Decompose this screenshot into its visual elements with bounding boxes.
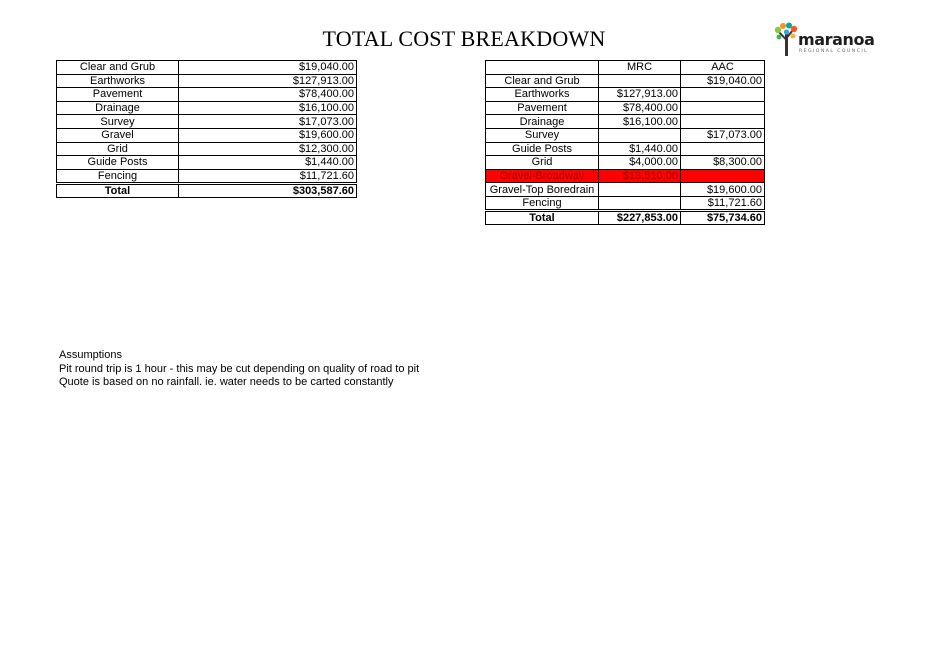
item-cell: Gravel-Top Boredrain — [486, 183, 599, 197]
mrc-cell — [599, 196, 681, 210]
mrc-cell — [599, 183, 681, 197]
assumption-line: Quote is based on no rainfall. ie. water needs to be carted constantly — [59, 376, 394, 389]
cost-cell: $16,100.00 — [179, 101, 357, 115]
aac-cell: $19,600.00 — [681, 183, 765, 197]
mrc-cell — [599, 128, 681, 142]
item-cell: Pavement — [57, 88, 179, 102]
aac-cell — [681, 169, 765, 183]
item-cell: Grid — [486, 156, 599, 170]
table-row — [57, 74, 357, 88]
total-row — [486, 210, 765, 224]
table-row — [486, 115, 765, 129]
cost-cell: $19,040.00 — [179, 61, 357, 75]
header-aac: AAC — [681, 61, 765, 75]
table-row — [486, 128, 765, 142]
total-value: $303,587.60 — [179, 183, 357, 197]
aac-cell: $8,300.00 — [681, 156, 765, 170]
table-row — [486, 88, 765, 102]
item-cell: Guide Posts — [57, 156, 179, 170]
table-row — [57, 142, 357, 156]
aac-cell — [681, 115, 765, 129]
aac-cell: $19,040.00 — [681, 74, 765, 88]
table-row — [486, 196, 765, 210]
mrc-cell: $1,440.00 — [599, 142, 681, 156]
cost-cell: $17,073.00 — [179, 115, 357, 129]
item-cell: Guide Posts — [486, 142, 599, 156]
item-cell: Gravel — [57, 128, 179, 142]
table-row — [57, 88, 357, 102]
aac-cell — [681, 142, 765, 156]
table-row — [486, 156, 765, 170]
item-cell: Earthworks — [486, 88, 599, 102]
logo-wordmark: maranoa — [798, 30, 875, 49]
cost-cell: $11,721.60 — [179, 169, 357, 183]
header-mrc: MRC — [599, 61, 681, 75]
table-row — [57, 128, 357, 142]
item-cell: Survey — [486, 128, 599, 142]
cost-cell: $12,300.00 — [179, 142, 357, 156]
item-cell: Drainage — [57, 101, 179, 115]
mrc-cell — [599, 74, 681, 88]
item-cell: Fencing — [486, 196, 599, 210]
page-title: TOTAL COST BREAKDOWN — [322, 26, 606, 51]
total-label: Total — [57, 183, 179, 197]
total-aac: $75,734.60 — [681, 210, 765, 224]
table-row — [57, 61, 357, 75]
table-row — [57, 101, 357, 115]
assumptions-block — [59, 349, 419, 390]
item-cell: Earthworks — [57, 74, 179, 88]
cost-cell: $1,440.00 — [179, 156, 357, 170]
table-row — [57, 156, 357, 170]
tree-logo-icon — [774, 22, 798, 58]
total-mrc: $227,853.00 — [599, 210, 681, 224]
aac-cell — [681, 88, 765, 102]
table-row — [57, 169, 357, 183]
item-cell: Clear and Grub — [57, 61, 179, 75]
mrc-cell: $13,510.00 — [599, 169, 681, 183]
table-row — [486, 142, 765, 156]
item-cell: Pavement — [486, 101, 599, 115]
item-cell: Gravel-Broadway — [486, 169, 599, 183]
header-row — [486, 61, 765, 75]
cost-cell: $78,400.00 — [179, 88, 357, 102]
aac-cell — [681, 101, 765, 115]
council-logo — [774, 22, 884, 58]
mrc-cell: $127,913.00 — [599, 88, 681, 102]
table-row — [486, 183, 765, 197]
mrc-cell: $78,400.00 — [599, 101, 681, 115]
logo-subtitle: REGIONAL COUNCIL — [799, 49, 869, 54]
header-cell-blank — [486, 61, 599, 75]
split-cost-table — [485, 60, 765, 225]
cost-cell: $19,600.00 — [179, 128, 357, 142]
item-cell: Drainage — [486, 115, 599, 129]
total-label: Total — [486, 210, 599, 224]
mrc-cell: $4,000.00 — [599, 156, 681, 170]
item-cell: Grid — [57, 142, 179, 156]
aac-cell: $17,073.00 — [681, 128, 765, 142]
item-cell: Survey — [57, 115, 179, 129]
table-row — [57, 115, 357, 129]
table-row — [486, 74, 765, 88]
mrc-cell: $16,100.00 — [599, 115, 681, 129]
item-cell: Clear and Grub — [486, 74, 599, 88]
highlighted-row — [486, 169, 765, 183]
aac-cell: $11,721.60 — [681, 196, 765, 210]
cost-cell: $127,913.00 — [179, 74, 357, 88]
item-cell: Fencing — [57, 169, 179, 183]
summary-cost-table — [56, 60, 357, 198]
table-row — [486, 101, 765, 115]
assumptions-heading: Assumptions — [59, 349, 122, 361]
total-row — [57, 183, 357, 197]
assumption-line: Pit round trip is 1 hour - this may be cut depending on quality of road to pit — [59, 362, 420, 375]
